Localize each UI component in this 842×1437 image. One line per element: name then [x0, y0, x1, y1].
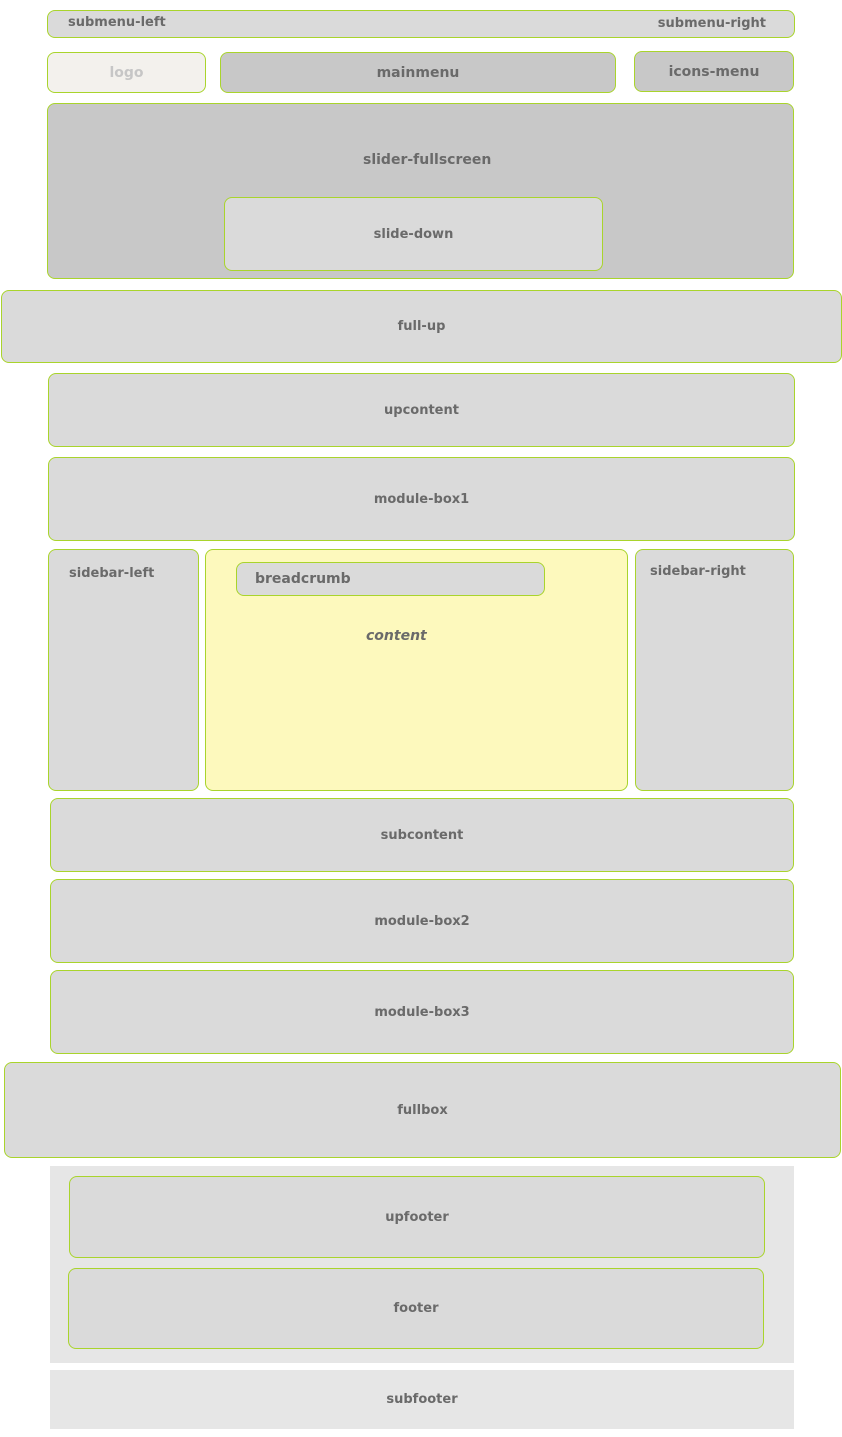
- sidebar-left-label: sidebar-left: [69, 566, 155, 581]
- module-box1-label: module-box1: [373, 491, 470, 507]
- subfooter: [50, 1370, 794, 1429]
- upfooter-label: upfooter: [385, 1209, 449, 1225]
- subfooter-label: subfooter: [386, 1392, 458, 1407]
- submenu-right[interactable]: submenu-right: [657, 16, 766, 31]
- submenu-left[interactable]: submenu-left: [68, 15, 166, 30]
- footer: [68, 1268, 764, 1349]
- mainmenu[interactable]: [220, 52, 616, 93]
- module-box3-label: module-box3: [374, 1004, 470, 1020]
- module-box2-label: module-box2: [374, 913, 470, 929]
- logo[interactable]: [47, 52, 206, 93]
- icons-menu-label: icons-menu: [668, 63, 760, 80]
- fullbox-label: fullbox: [397, 1102, 448, 1118]
- module-box1: [48, 457, 795, 541]
- module-box3: [50, 970, 794, 1054]
- upfooter: [69, 1176, 765, 1258]
- fullbox: [4, 1062, 841, 1158]
- subcontent-label: subcontent: [380, 827, 464, 843]
- sidebar-right-label: sidebar-right: [650, 564, 746, 579]
- full-up: [1, 290, 842, 363]
- slide-down-label: slide-down: [373, 226, 454, 242]
- sidebar-left: [48, 549, 199, 791]
- full-up-label: full-up: [397, 319, 446, 334]
- logo-label: logo: [109, 64, 144, 81]
- slider-fullscreen-label: slider-fullscreen: [363, 152, 492, 168]
- breadcrumb-label: breadcrumb: [255, 571, 351, 587]
- footer-label: footer: [393, 1301, 439, 1316]
- content-label: content: [366, 628, 427, 644]
- module-box2: [50, 879, 794, 963]
- breadcrumb[interactable]: [236, 562, 545, 596]
- sidebar-right: [635, 549, 794, 791]
- upcontent-label: upcontent: [384, 402, 459, 418]
- icons-menu[interactable]: [634, 51, 794, 92]
- subcontent: [50, 798, 794, 872]
- slide-down: [224, 197, 603, 271]
- mainmenu-label: mainmenu: [376, 64, 460, 81]
- upcontent: [48, 373, 795, 447]
